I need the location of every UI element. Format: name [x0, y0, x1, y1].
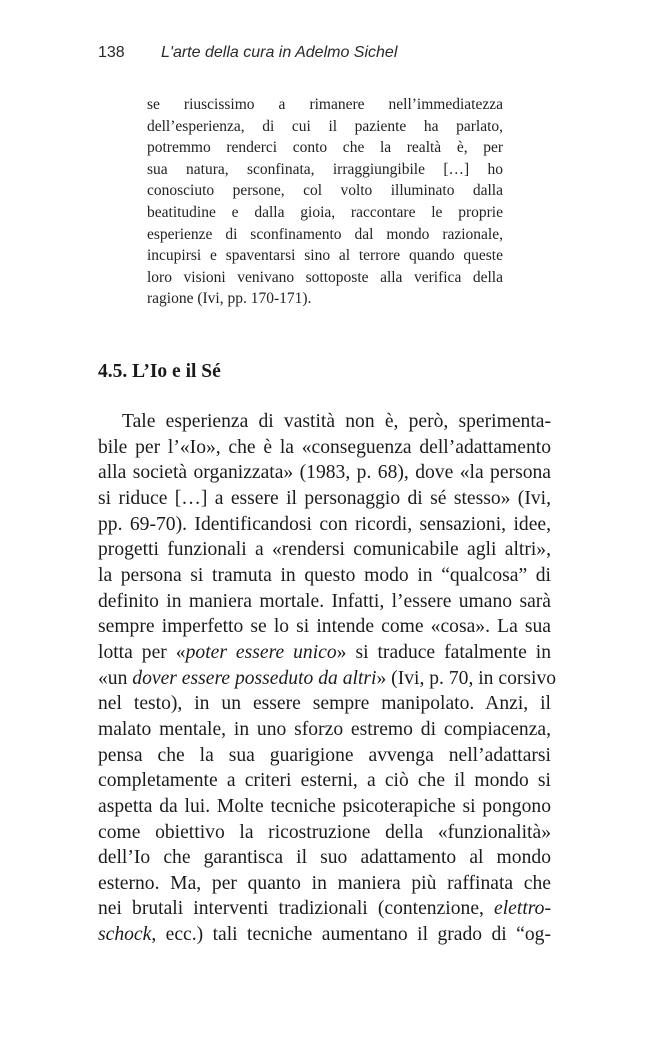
body-line: bile per l’«Io», che è la «conseguenza dell’adattamento [98, 436, 551, 458]
section-heading: 4.5. L’Io e il Sé [98, 361, 221, 382]
italic-phrase: elettro- [494, 898, 551, 920]
body-line: definito in maniera mortale. Infatti, l’essere umano sarà [98, 590, 551, 612]
body-line: pensa che la sua guarigione avvenga nell’adattarsi [98, 744, 551, 766]
body-line: pp. 69-70). Identificandosi con ricordi, sensazioni, idee, [98, 513, 551, 535]
body-text-run: » (Ivi, p. 70, in corsivo [376, 667, 557, 689]
body-line: Tale esperienza di vastità non è, però, sperimenta- [122, 411, 551, 432]
quote-line: ragione (Ivi, pp. 170-171). [147, 290, 312, 308]
quote-line: conosciuto persone, col volto illuminato dalla [147, 182, 503, 200]
quote-line: incupirsi e spaventarsi sino al terrore quando queste [147, 247, 503, 265]
italic-phrase: dover essere posseduto da altri [132, 667, 377, 689]
body-text-run: «un [98, 667, 133, 689]
body-line: si riduce […] a essere il personaggio di sé stesso» (Ivi, [98, 487, 551, 509]
body-paragraph [98, 409, 557, 948]
body-text-run: nei brutali interventi tradizionali (contenzione, [98, 898, 495, 920]
quote-line: esperienze di sconfinamento dal mondo razionale, [147, 225, 503, 243]
body-line: dell’Io che garantisca il suo adattamento al mondo [98, 847, 551, 869]
body-line [98, 922, 551, 948]
quote-line: dell’esperienza, di cui il paziente ha parlato, [147, 117, 503, 135]
quote-line: potremmo renderci conto che la realtà è, per [147, 139, 503, 157]
italic-phrase: poter essere unico [185, 641, 337, 663]
quote-line: beatitudine e dalla gioia, raccontare le proprie [147, 203, 503, 221]
body-line [98, 896, 551, 922]
quote-line: loro visioni venivano sottoposte alla verifica della [147, 268, 503, 286]
page-number: 138 [98, 44, 125, 61]
body-line: nel testo), in un essere sempre manipolato. Anzi, il [98, 693, 551, 715]
body-line: esterno. Ma, per quanto in maniera più raffinata che [98, 872, 551, 894]
body-line: la persona si tramuta in questo modo in “qualcosa” di [98, 564, 551, 586]
book-title: L'arte della cura in Adelmo Sichel [161, 44, 398, 61]
body-line: completamente a criteri esterni, a ciò che il mondo si [98, 770, 551, 792]
body-line [98, 666, 557, 692]
block-quote [147, 94, 503, 310]
body-text-run: » si traduce fatalmente in [336, 641, 551, 663]
body-text-run: , ecc.) tali tecniche aumentano il grado di “og- [151, 924, 551, 946]
italic-phrase: schock [98, 924, 152, 946]
body-line [98, 640, 551, 666]
body-line: malato mentale, in uno sforzo estremo di compiacenza, [98, 718, 551, 740]
body-line: alla società organizzata» (1983, p. 68), dove «la persona [98, 462, 551, 484]
body-text-run: lotta per « [98, 641, 186, 663]
body-line: progetti funzionali a «rendersi comunicabile agli altri», [98, 539, 551, 561]
body-line: sempre imperfetto se lo si intende come «cosa». La sua [98, 616, 551, 638]
body-line: aspetta da lui. Molte tecniche psicoterapiche si pongono [98, 795, 551, 817]
body-line: come obiettivo la ricostruzione della «funzionalità» [98, 821, 551, 843]
running-head [98, 40, 558, 66]
quote-line: se riuscissimo a rimanere nell’immediatezza [147, 96, 503, 113]
quote-line: sua natura, sconfinata, irraggiungibile […] ho [147, 160, 503, 178]
